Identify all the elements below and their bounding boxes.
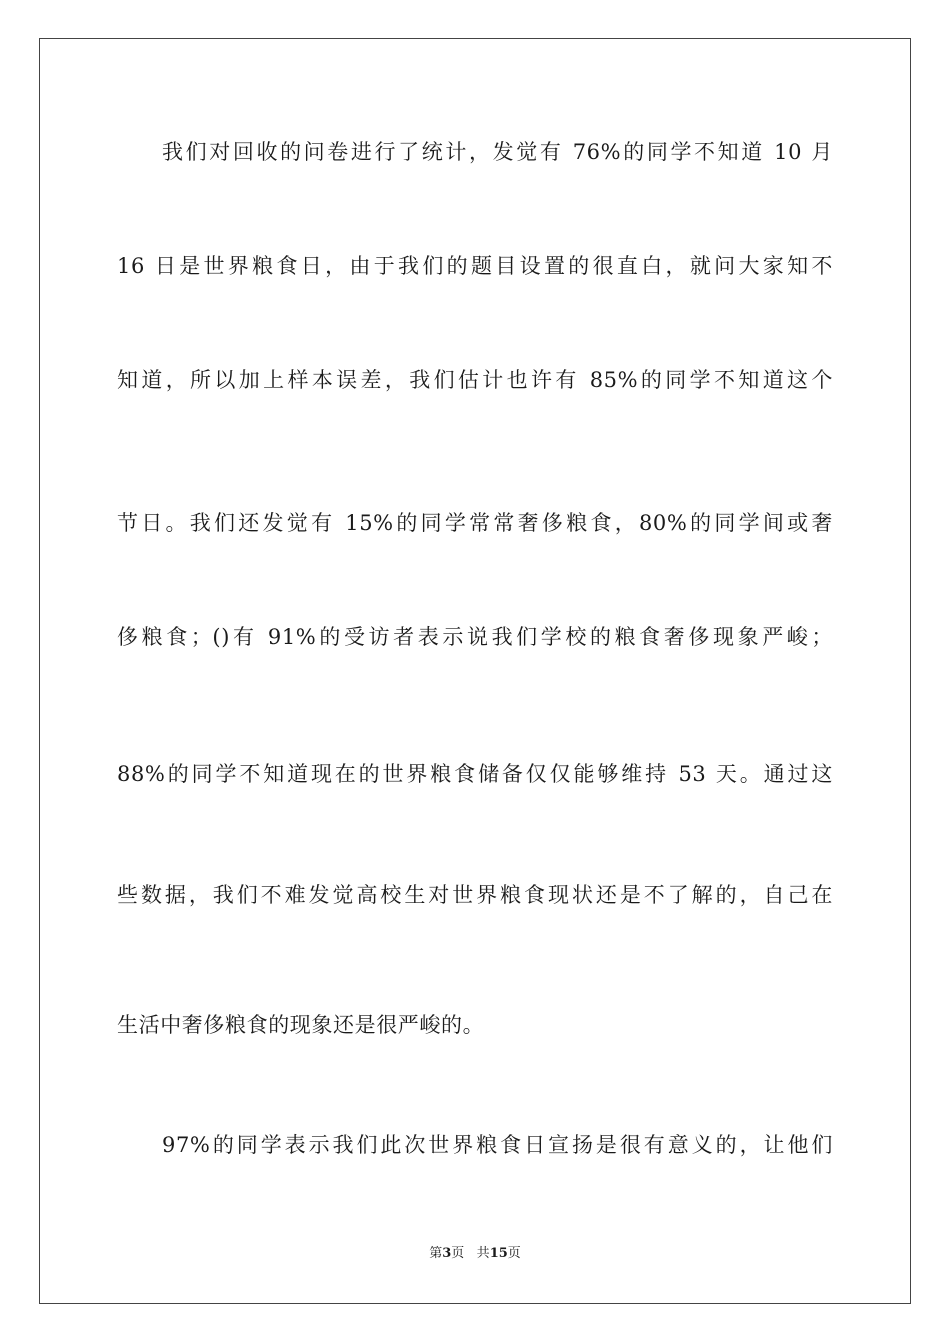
- paragraph-1-line-8: 生活中奢侈粮食的现象还是很严峻的。: [117, 1013, 485, 1037]
- footer-page-word: 页: [451, 1246, 465, 1261]
- paragraph-2-line-1: 97%的同学表示我们此次世界粮食日宣扬是很有意义的，让他们: [162, 1133, 833, 1157]
- paragraph-1-line-3: 知道，所以加上样本误差，我们估计也许有 85%的同学不知道这个: [117, 368, 833, 392]
- paragraph-1-line-1: 我们对回收的问卷进行了统计，发觉有 76%的同学不知道 10 月: [162, 140, 833, 164]
- paragraph-1-line-4: 节日。我们还发觉有 15%的同学常常奢侈粮食，80%的同学间或奢: [117, 511, 833, 535]
- footer-total-pages: 15: [489, 1246, 508, 1261]
- footer-total-prefix: 共: [476, 1246, 490, 1261]
- page-footer: [0, 1246, 950, 1262]
- footer-total-suffix: 页: [507, 1246, 521, 1261]
- footer-current-page: 3: [442, 1246, 452, 1261]
- footer-prefix: 第: [429, 1246, 443, 1261]
- paragraph-1-line-5: 侈粮食；()有 91%的受访者表示说我们学校的粮食奢侈现象严峻；: [117, 625, 833, 649]
- paragraph-1-line-2: 16 日是世界粮食日，由于我们的题目设置的很直白，就问大家知不: [117, 254, 833, 278]
- page-frame: [39, 38, 911, 1304]
- paragraph-1-line-7: 些数据，我们不难发觉高校生对世界粮食现状还是不了解的，自己在: [117, 883, 833, 907]
- paragraph-1-line-6: 88%的同学不知道现在的世界粮食储备仅仅能够维持 53 天。通过这: [117, 762, 833, 786]
